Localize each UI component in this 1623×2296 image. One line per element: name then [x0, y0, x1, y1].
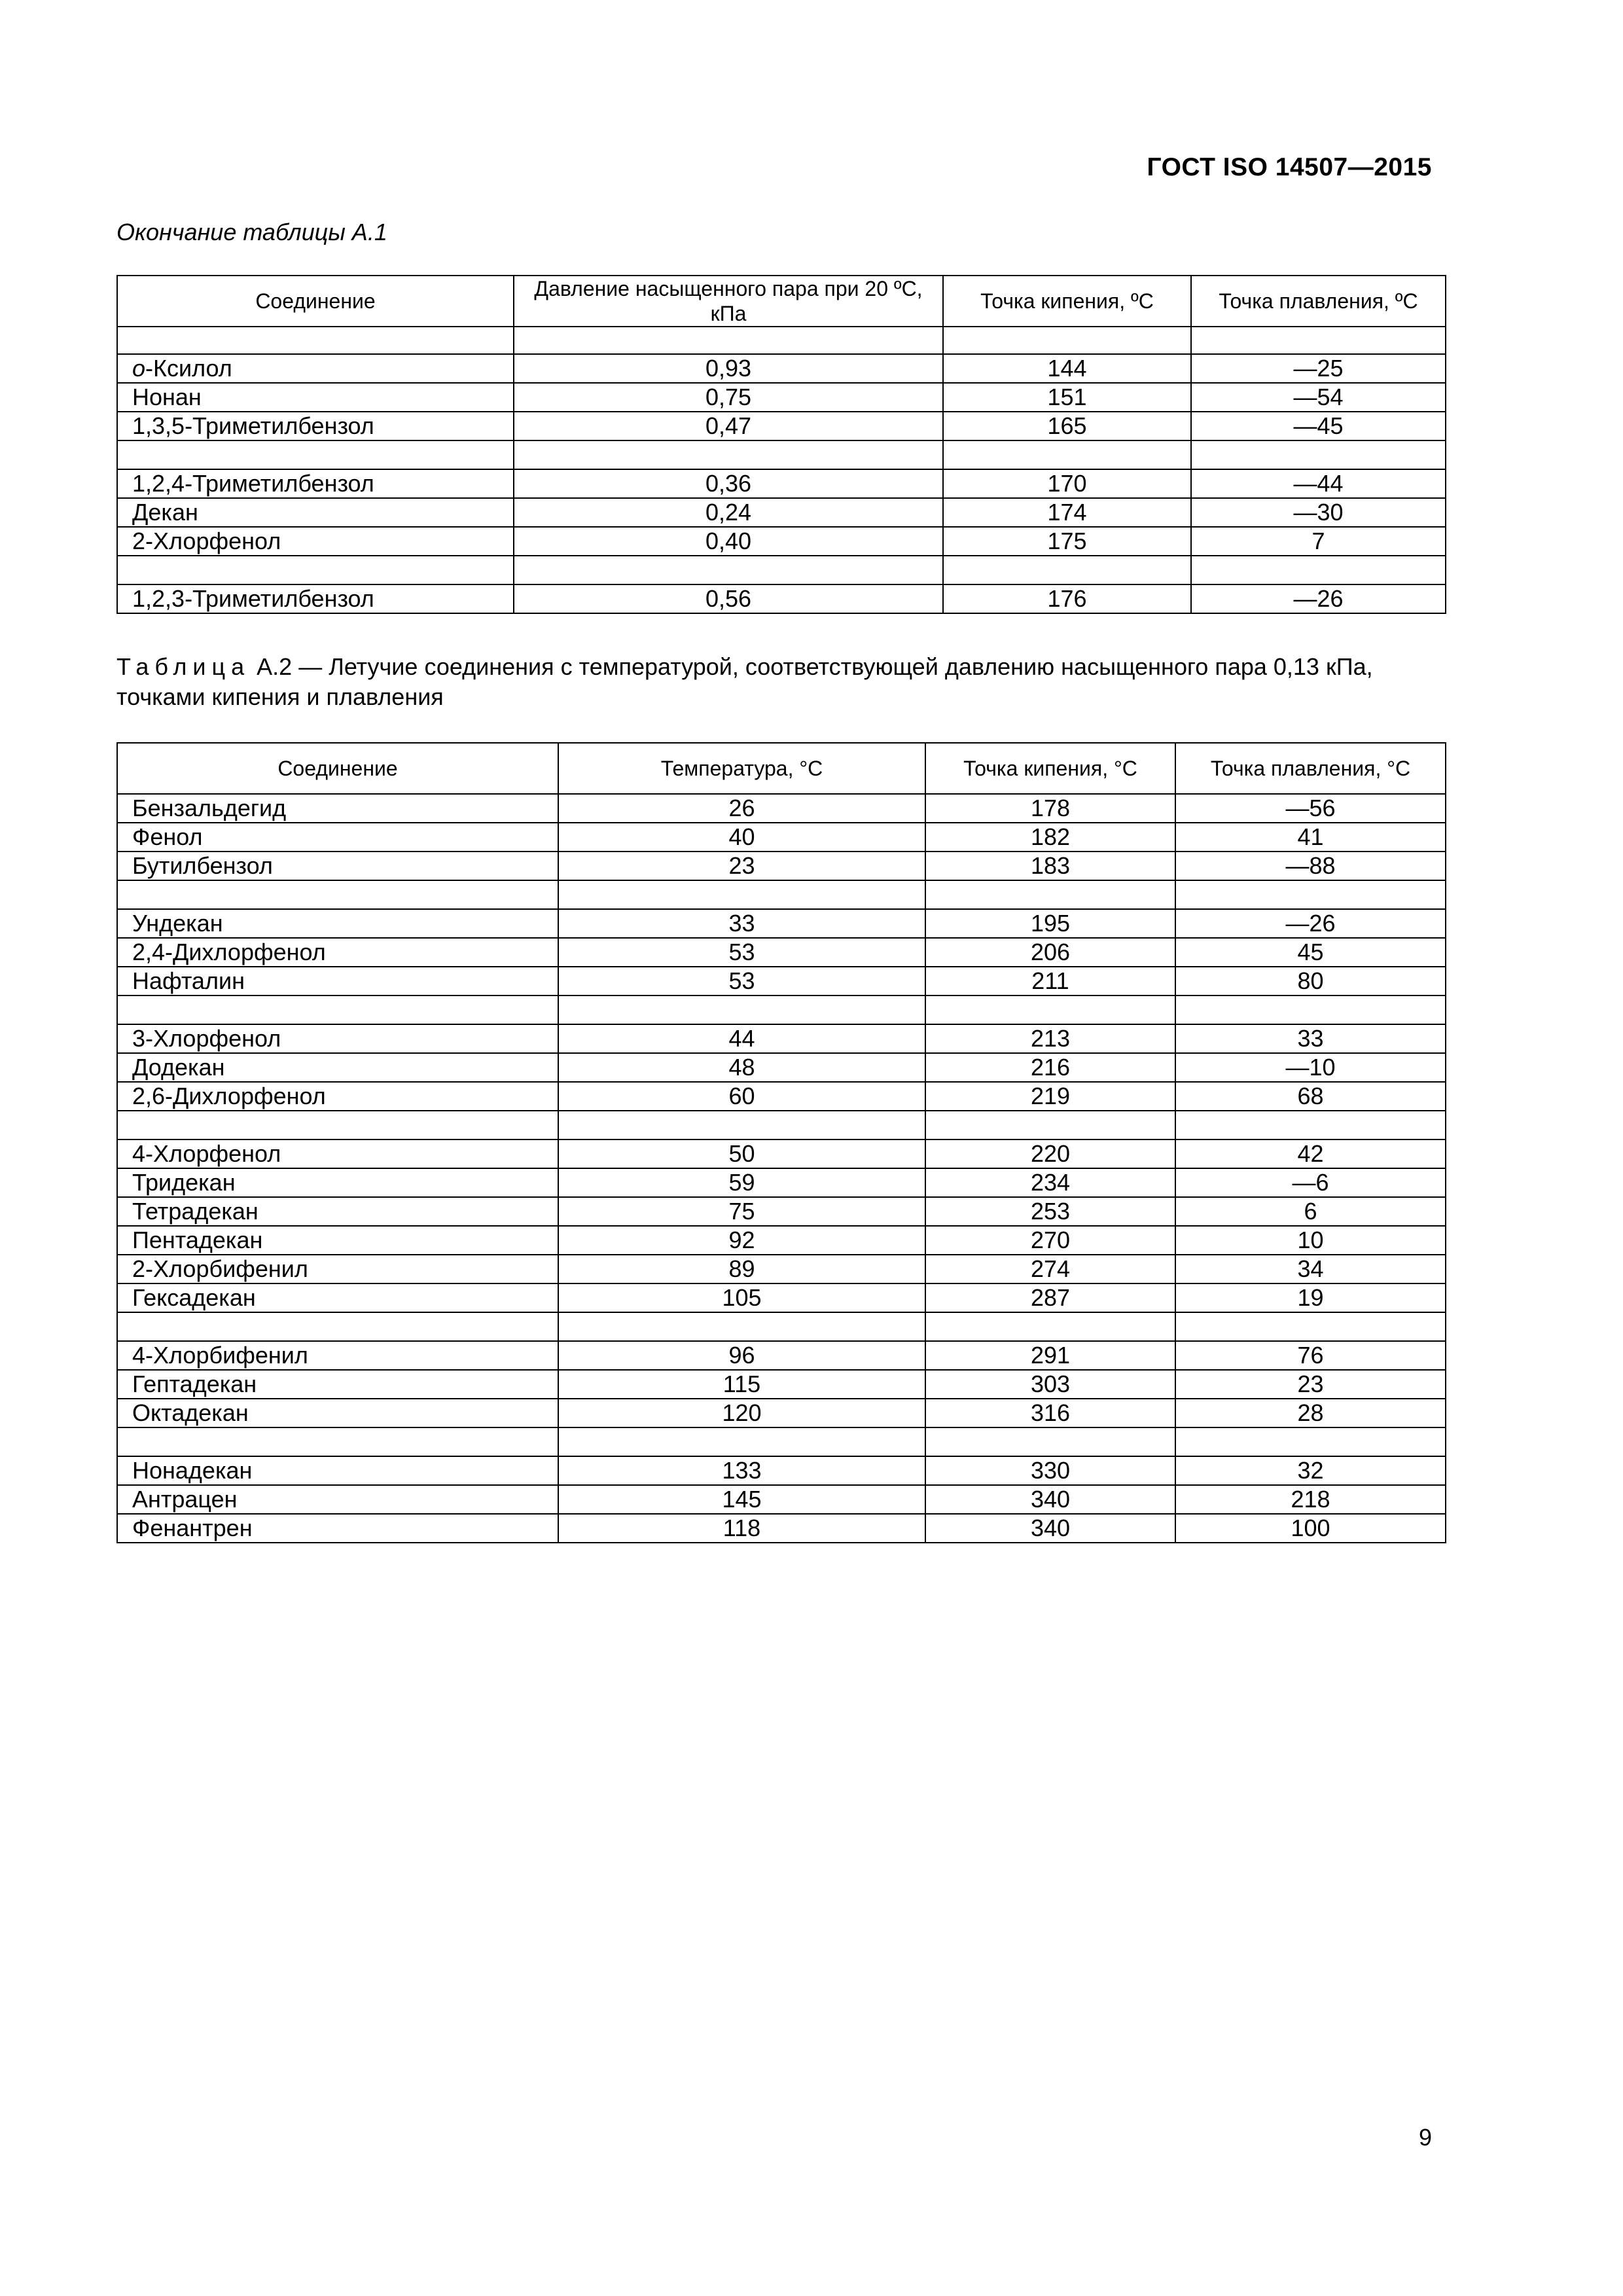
melting-point: —44	[1191, 469, 1446, 498]
table-row	[117, 1255, 1446, 1283]
standard-designation: ГОСТ ISO 14507—2015	[1147, 153, 1432, 181]
table-row	[117, 909, 1446, 938]
boiling-point: 195	[925, 909, 1175, 938]
boiling-point: 219	[925, 1082, 1175, 1111]
temperature-value: 40	[558, 823, 925, 852]
column-header: Соединение	[117, 276, 514, 327]
temperature-value: 48	[558, 1053, 925, 1082]
compound-name: 2-Хлорфенол	[117, 527, 514, 556]
melting-point: 218	[1175, 1485, 1446, 1514]
table-row	[117, 967, 1446, 996]
melting-point: —6	[1175, 1168, 1446, 1197]
column-header: Соединение	[117, 743, 558, 794]
table-row	[117, 584, 1446, 613]
boiling-point: 165	[943, 412, 1191, 440]
melting-point: 76	[1175, 1341, 1446, 1370]
compound-name: 1,3,5-Триметилбензол	[117, 412, 514, 440]
compound-name: Ундекан	[117, 909, 558, 938]
melting-point: —54	[1191, 383, 1446, 412]
table-row	[117, 938, 1446, 967]
melting-point: —45	[1191, 412, 1446, 440]
boiling-point: 303	[925, 1370, 1175, 1399]
table-caption-text: А.2 — Летучие соединения с температурой, соответствующей давлению насыщенного пара 0,13 кПа, точками кипения и плавления	[116, 653, 1373, 710]
temperature-value: 75	[558, 1197, 925, 1226]
compound-name: 4-Хлорфенол	[117, 1139, 558, 1168]
compound-name: Нонан	[117, 383, 514, 412]
boiling-point: 270	[925, 1226, 1175, 1255]
temperature-value: 89	[558, 1255, 925, 1283]
compound-name: Тридекан	[117, 1168, 558, 1197]
table-row	[117, 1514, 1446, 1543]
boiling-point: 182	[925, 823, 1175, 852]
compound-name: Гептадекан	[117, 1370, 558, 1399]
table-row	[117, 498, 1446, 527]
table-row	[117, 1485, 1446, 1514]
column-header: Давление насыщенного пара при 20 ºС, кПа	[514, 276, 943, 327]
temperature-value: 105	[558, 1283, 925, 1312]
boiling-point: 206	[925, 938, 1175, 967]
compound-name: Гексадекан	[117, 1283, 558, 1312]
melting-point: 23	[1175, 1370, 1446, 1399]
boiling-point: 274	[925, 1255, 1175, 1283]
melting-point: 100	[1175, 1514, 1446, 1543]
column-header: Точка кипения, ºС	[943, 276, 1191, 327]
temperature-value: 60	[558, 1082, 925, 1111]
melting-point: —56	[1175, 794, 1446, 823]
boiling-point: 211	[925, 967, 1175, 996]
table-a2-caption	[116, 652, 1445, 712]
table-row	[117, 794, 1446, 823]
melting-point: 28	[1175, 1399, 1446, 1427]
temperature-value: 44	[558, 1024, 925, 1053]
compound-name: Бензальдегид	[117, 794, 558, 823]
temperature-value: 133	[558, 1456, 925, 1485]
table-row	[117, 1341, 1446, 1370]
pressure-value: 0,47	[514, 412, 943, 440]
temperature-value: 33	[558, 909, 925, 938]
table-a2	[116, 742, 1446, 1543]
melting-point: 32	[1175, 1456, 1446, 1485]
table-caption-label: Таблица	[116, 653, 251, 680]
compound-name: 3-Хлорфенол	[117, 1024, 558, 1053]
boiling-point: 174	[943, 498, 1191, 527]
compound-name: Октадекан	[117, 1399, 558, 1427]
melting-point: 41	[1175, 823, 1446, 852]
boiling-point: 170	[943, 469, 1191, 498]
compound-name: Бутилбензол	[117, 852, 558, 880]
table-a1	[116, 275, 1446, 614]
column-header: Точка кипения, °С	[925, 743, 1175, 794]
temperature-value: 53	[558, 967, 925, 996]
boiling-point: 183	[925, 852, 1175, 880]
melting-point: 33	[1175, 1024, 1446, 1053]
temperature-value: 50	[558, 1139, 925, 1168]
melting-point: 42	[1175, 1139, 1446, 1168]
melting-point: —30	[1191, 498, 1446, 527]
boiling-point: 213	[925, 1024, 1175, 1053]
boiling-point: 340	[925, 1514, 1175, 1543]
temperature-value: 26	[558, 794, 925, 823]
compound-name: Антрацен	[117, 1485, 558, 1514]
compound-name: Додекан	[117, 1053, 558, 1082]
column-header: Точка плавления, °С	[1175, 743, 1446, 794]
compound-name: 2,6-Дихлорфенол	[117, 1082, 558, 1111]
column-header: Температура, °С	[558, 743, 925, 794]
melting-point: 19	[1175, 1283, 1446, 1312]
boiling-point: 340	[925, 1485, 1175, 1514]
table-row	[117, 1053, 1446, 1082]
page-number: 9	[1418, 2124, 1432, 2151]
boiling-point: 220	[925, 1139, 1175, 1168]
temperature-value: 118	[558, 1514, 925, 1543]
table-row	[117, 383, 1446, 412]
table-row	[117, 1283, 1446, 1312]
table-row	[117, 1370, 1446, 1399]
table-row	[117, 1399, 1446, 1427]
table-row	[117, 1168, 1446, 1197]
temperature-value: 59	[558, 1168, 925, 1197]
pressure-value: 0,75	[514, 383, 943, 412]
table-row	[117, 1024, 1446, 1053]
table-row	[117, 527, 1446, 556]
melting-point: 6	[1175, 1197, 1446, 1226]
compound-name: Тетрадекан	[117, 1197, 558, 1226]
boiling-point: 253	[925, 1197, 1175, 1226]
melting-point: —88	[1175, 852, 1446, 880]
table-row	[117, 1082, 1446, 1111]
boiling-point: 144	[943, 354, 1191, 383]
table-row	[117, 852, 1446, 880]
compound-name: 2-Хлорбифенил	[117, 1255, 558, 1283]
melting-point: —26	[1191, 584, 1446, 613]
temperature-value: 115	[558, 1370, 925, 1399]
table-row	[117, 823, 1446, 852]
compound-name: Пентадекан	[117, 1226, 558, 1255]
table-row	[117, 469, 1446, 498]
boiling-point: 175	[943, 527, 1191, 556]
table-row	[117, 412, 1446, 440]
melting-point: 68	[1175, 1082, 1446, 1111]
melting-point: 80	[1175, 967, 1446, 996]
temperature-value: 145	[558, 1485, 925, 1514]
pressure-value: 0,93	[514, 354, 943, 383]
table-row	[117, 1139, 1446, 1168]
melting-point: 34	[1175, 1255, 1446, 1283]
compound-name: 2,4-Дихлорфенол	[117, 938, 558, 967]
compound-name: о-Ксилол	[117, 354, 514, 383]
temperature-value: 53	[558, 938, 925, 967]
boiling-point: 176	[943, 584, 1191, 613]
boiling-point: 151	[943, 383, 1191, 412]
table-row	[117, 354, 1446, 383]
melting-point: 45	[1175, 938, 1446, 967]
table-continuation-label: Окончание таблицы А.1	[116, 219, 387, 245]
pressure-value: 0,40	[514, 527, 943, 556]
boiling-point: 216	[925, 1053, 1175, 1082]
temperature-value: 96	[558, 1341, 925, 1370]
boiling-point: 287	[925, 1283, 1175, 1312]
melting-point: —10	[1175, 1053, 1446, 1082]
melting-point: 10	[1175, 1226, 1446, 1255]
column-header: Точка плавления, ºС	[1191, 276, 1446, 327]
compound-name: 1,2,3-Триметилбензол	[117, 584, 514, 613]
boiling-point: 178	[925, 794, 1175, 823]
compound-name: Фенантрен	[117, 1514, 558, 1543]
pressure-value: 0,36	[514, 469, 943, 498]
table-row	[117, 1197, 1446, 1226]
temperature-value: 92	[558, 1226, 925, 1255]
compound-name: Нафталин	[117, 967, 558, 996]
compound-name: Нонадекан	[117, 1456, 558, 1485]
temperature-value: 23	[558, 852, 925, 880]
melting-point: —25	[1191, 354, 1446, 383]
compound-name: 4-Хлорбифенил	[117, 1341, 558, 1370]
boiling-point: 234	[925, 1168, 1175, 1197]
compound-name: Фенол	[117, 823, 558, 852]
boiling-point: 330	[925, 1456, 1175, 1485]
boiling-point: 291	[925, 1341, 1175, 1370]
melting-point: 7	[1191, 527, 1446, 556]
compound-name: Декан	[117, 498, 514, 527]
table-row	[117, 1456, 1446, 1485]
pressure-value: 0,56	[514, 584, 943, 613]
temperature-value: 120	[558, 1399, 925, 1427]
table-row	[117, 1226, 1446, 1255]
compound-name: 1,2,4-Триметилбензол	[117, 469, 514, 498]
boiling-point: 316	[925, 1399, 1175, 1427]
pressure-value: 0,24	[514, 498, 943, 527]
melting-point: —26	[1175, 909, 1446, 938]
